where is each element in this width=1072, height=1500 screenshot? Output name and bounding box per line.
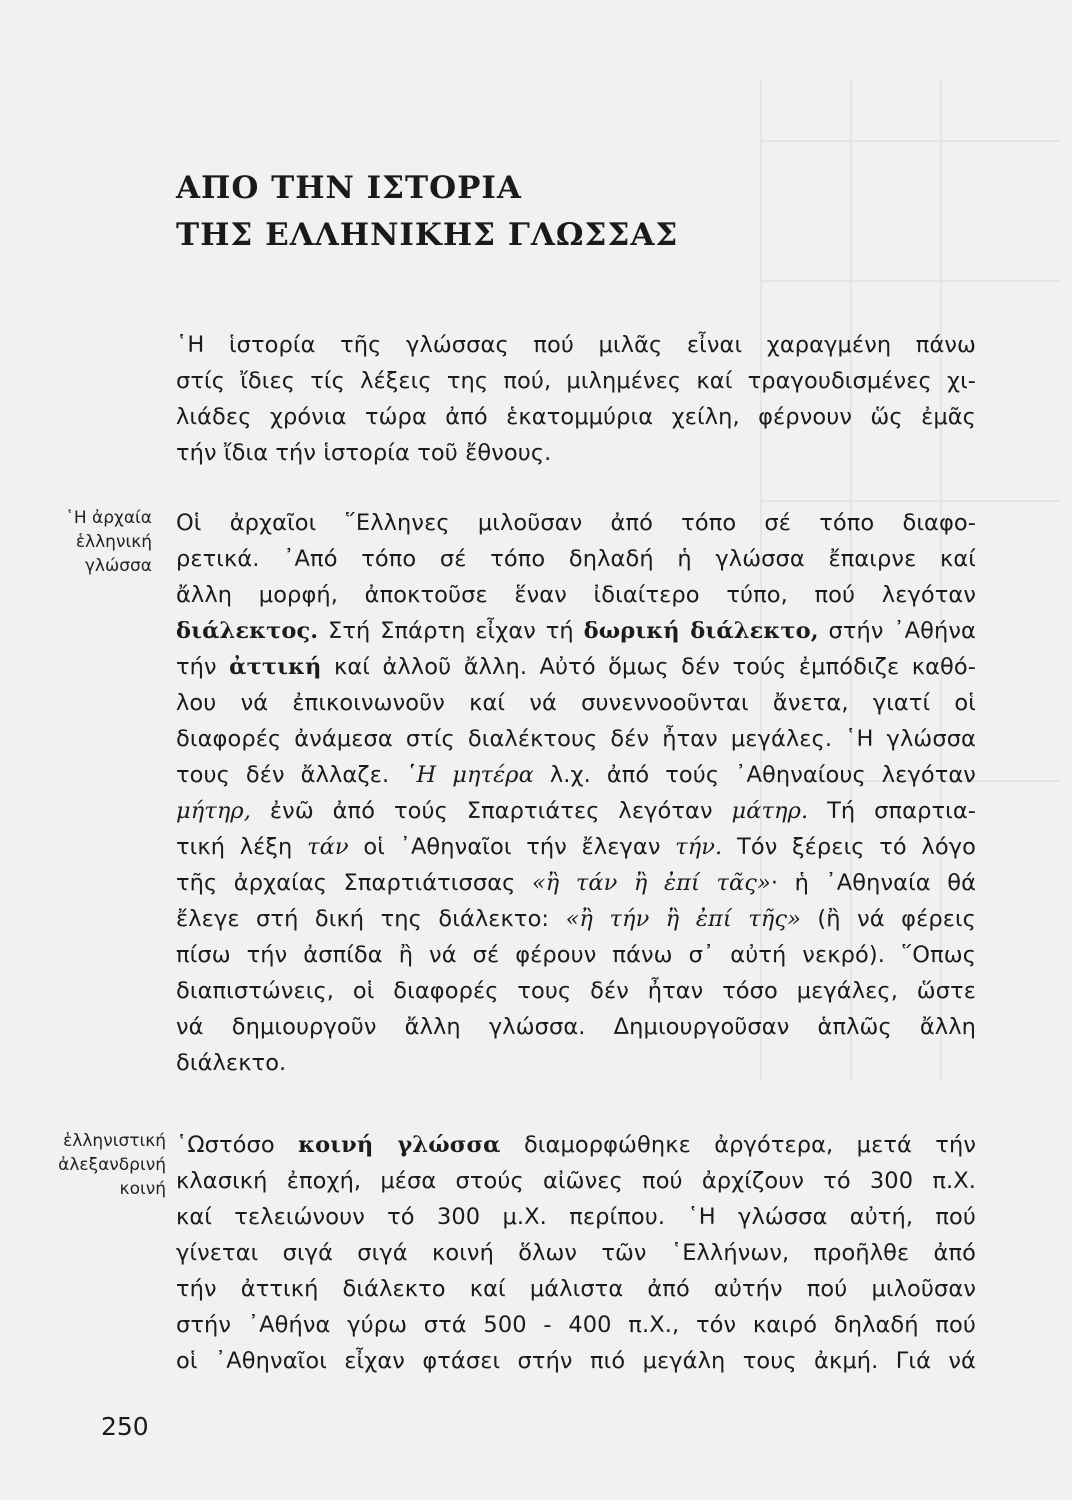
term-bold: διάλεκτος. bbox=[176, 618, 319, 644]
text-run: Τή σπαρτια- bbox=[808, 798, 976, 824]
text-run: στήν ᾿Αθήνα bbox=[818, 618, 976, 644]
text-run: τική λέξη bbox=[176, 834, 308, 860]
example-italic: τήν. bbox=[675, 834, 723, 860]
text-run: Στή Σπάρτη εἶχαν τή bbox=[318, 618, 584, 644]
margin-note-koine bbox=[12, 1129, 166, 1201]
text-line: οἱ ᾿Αθηναῖοι εἶχαν φτάσει στήν πιό μεγάλη τους ἀκμή. Γιά νά bbox=[176, 1348, 976, 1374]
margin-note-line: κοινή bbox=[119, 1179, 166, 1199]
text-line: ῾Η ἱστορία τῆς γλώσσας πού μιλᾶς εἶναι χαραγμένη πάνω bbox=[176, 332, 976, 358]
text-run: ἔλεγε στή δική της διάλεκτο: bbox=[176, 906, 566, 932]
text-run: διαμορφώθηκε ἀργότερα, μετά τήν bbox=[500, 1132, 976, 1158]
text-line bbox=[176, 613, 976, 649]
text-line: κλασική ἐποχή, μέσα στούς αἰῶνες πού ἀρχίζουν τό 300 π.Χ. bbox=[176, 1168, 976, 1194]
example-italic: ῾Η μητέρα bbox=[405, 762, 534, 788]
text-line bbox=[176, 865, 976, 901]
text-run: λ.χ. ἀπό τούς ᾿Αθηναίους λεγόταν bbox=[533, 762, 976, 788]
chapter-title bbox=[176, 165, 876, 259]
text-run: τήν bbox=[176, 654, 230, 680]
margin-note-line: ἑλληνική bbox=[75, 532, 152, 552]
paragraph-intro bbox=[176, 327, 976, 471]
text-line: καί τελειώνουν τό 300 μ.Χ. περίπου. ῾Η γλώσσα αὐτή, πού bbox=[176, 1204, 976, 1230]
text-line: στίς ἴδιες τίς λέξεις της πού, μιλημένες καί τραγουδισμένες χι- bbox=[176, 368, 976, 394]
text-run: ῾Ωστόσο bbox=[176, 1132, 299, 1158]
paragraph-koine bbox=[176, 1127, 976, 1379]
example-italic: τάν bbox=[307, 834, 349, 860]
text-line: διαπιστώνεις, οἱ διαφορές τους δέν ἦταν τόσο μεγάλες, ὥστε bbox=[176, 978, 976, 1004]
text-run: Τόν ξέρεις τό λόγο bbox=[722, 834, 976, 860]
text-line: τήν ἴδια τήν ἱστορία τοῦ ἔθνους. bbox=[176, 440, 552, 466]
text-run: ἐνῶ ἀπό τούς Σπαρτιάτες λεγόταν bbox=[251, 798, 732, 824]
text-line: ρετικά. ᾿Από τόπο σέ τόπο δηλαδή ἡ γλώσσα ἔπαιρνε καί bbox=[176, 546, 976, 572]
text-line bbox=[176, 649, 976, 685]
text-run: · ἡ ᾿Αθηναία θά bbox=[770, 870, 977, 896]
text-line bbox=[176, 757, 976, 793]
margin-note-line: ἀλεξανδρινή bbox=[58, 1155, 166, 1175]
text-line: Οἱ ἀρχαῖοι ῞Ελληνες μιλοῦσαν ἀπό τόπο σέ τόπο διαφο- bbox=[176, 510, 976, 536]
text-line: διάλεκτο. bbox=[176, 1050, 287, 1076]
chapter-title-line-2: ΤΗΣ ΕΛΛΗΝΙΚΗΣ ΓΛΩΣΣΑΣ bbox=[176, 217, 679, 253]
quote-italic: «ἢ τήν ἢ ἐπί τῆς» bbox=[565, 906, 801, 932]
term-bold: κοινή γλώσσα bbox=[298, 1132, 501, 1158]
text-run: οἱ ᾿Αθηναῖοι τήν ἔλεγαν bbox=[348, 834, 676, 860]
term-bold: δωρική διάλεκτο, bbox=[583, 618, 819, 644]
text-line: στήν ᾿Αθήνα γύρω στά 500 - 400 π.Χ., τόν καιρό δηλαδή πού bbox=[176, 1312, 976, 1338]
text-line: λιάδες χρόνια τώρα ἀπό ἑκατομμύρια χείλη, φέρνουν ὥς ἐμᾶς bbox=[176, 404, 976, 430]
margin-note-line: ῾Η ἀρχαία bbox=[65, 508, 152, 528]
margin-note-line: γλώσσα bbox=[84, 556, 152, 576]
example-italic: μήτηρ, bbox=[176, 798, 252, 824]
text-line: λου νά ἐπικοινωνοῦν καί νά συνεννοοῦνται ἄνετα, γιατί οἱ bbox=[176, 690, 976, 716]
text-run: καί ἀλλοῦ ἄλλη. Αὐτό ὅμως δέν τούς ἐμπόδιζε καθό- bbox=[321, 654, 976, 680]
text-line: διαφορές ἀνάμεσα στίς διαλέκτους δέν ἦταν μεγάλες. ῾Η γλώσσα bbox=[176, 726, 976, 752]
text-line: νά δημιουργοῦν ἄλλη γλώσσα. Δημιουργοῦσαν ἁπλῶς ἄλλη bbox=[176, 1014, 976, 1040]
text-line: ἄλλη μορφή, ἀποκτοῦσε ἕναν ἰδιαίτερο τύπο, πού λεγόταν bbox=[176, 582, 976, 608]
example-italic: μάτηρ. bbox=[731, 798, 809, 824]
text-run: (ἢ νά φέρεις bbox=[800, 906, 976, 932]
text-line: πίσω τήν ἀσπίδα ἢ νά σέ φέρουν πάνω σ᾿ αὐτή νεκρό). ῞Οπως bbox=[176, 942, 976, 968]
text-line bbox=[176, 901, 976, 937]
paragraph-dialects bbox=[176, 505, 976, 1081]
text-line: τήν ἀττική διάλεκτο καί μάλιστα ἀπό αὐτήν πού μιλοῦσαν bbox=[176, 1276, 976, 1302]
text-run: τῆς ἀρχαίας Σπαρτιάτισσας bbox=[176, 870, 532, 896]
text-line: γίνεται σιγά σιγά κοινή ὅλων τῶν ῾Ελλήνων, προῆλθε ἀπό bbox=[176, 1240, 976, 1266]
text-run: τους δέν ἄλλαζε. bbox=[176, 762, 406, 788]
text-line bbox=[176, 1127, 976, 1163]
quote-italic: «ἢ τάν ἢ ἐπί τᾶς» bbox=[531, 870, 771, 896]
page-number: 250 bbox=[101, 1412, 149, 1441]
term-bold: ἀττική bbox=[229, 654, 322, 680]
text-line bbox=[176, 793, 976, 829]
margin-note-line: ἑλληνιστική bbox=[63, 1131, 166, 1151]
text-line bbox=[176, 829, 976, 865]
margin-note-ancient-greek bbox=[20, 506, 152, 578]
chapter-title-line-1: ΑΠΟ ΤΗΝ ΙΣΤΟΡΙΑ bbox=[176, 170, 522, 206]
